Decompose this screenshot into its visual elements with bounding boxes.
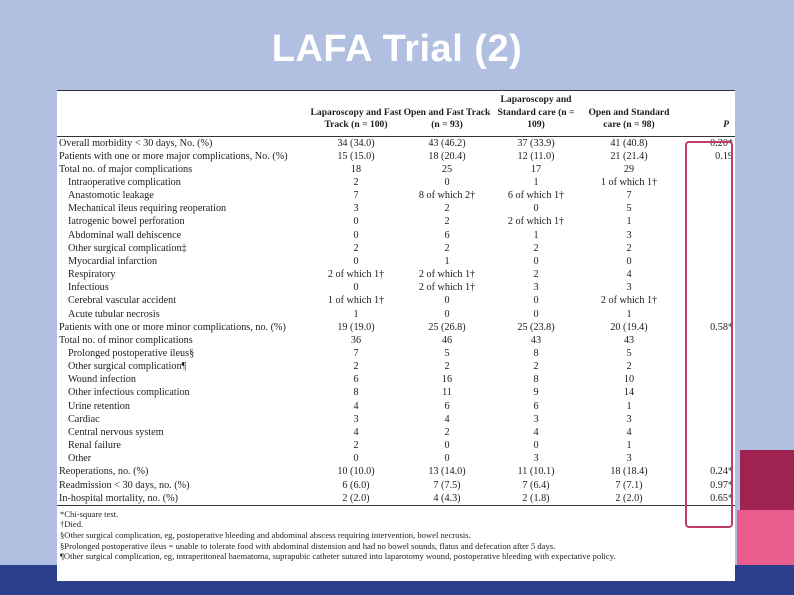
data-cell: 4 [444,413,450,425]
footnote: *Chi-square test. [60,508,119,519]
row-label: In-hospital mortality, no. (%) [57,492,309,506]
data-cell: 3 [533,453,539,465]
data-cell: 4 (4.3) [403,492,491,506]
row-label: Myocardial infarction [68,255,158,267]
table-row [57,242,735,255]
data-cell: 25 (26.8) [428,321,466,333]
data-cell: 37 (33.9) [517,137,555,149]
data-cell: 1 [626,400,632,412]
data-cell: 41 (40.8) [610,137,648,149]
data-cell: 0 [353,229,359,241]
data-cell: 29 [623,163,635,175]
table-row [57,439,735,452]
data-cell: 19 (19.0) [337,321,375,333]
row-label: Patients with one or more minor complications, no. (%) [59,321,286,333]
data-cell: 0 [533,308,539,320]
row-label: Reoperations, no. (%) [59,466,149,478]
row-label: Other infectious complication [68,387,190,399]
data-cell: 36 [350,334,362,346]
table-row [57,400,735,413]
table-row [57,136,735,150]
row-label: Infectious [68,282,109,294]
table-row [57,360,735,373]
data-cell: 10 [623,374,635,386]
table-header-row [57,91,735,136]
data-cell: 0 [444,295,450,307]
p-value-cell: 0.19 [715,150,733,162]
data-cell: 2 (2.0) [309,492,403,506]
data-cell: 6 [444,400,450,412]
data-cell: 4 [533,426,539,438]
data-cell: 1 [626,216,632,228]
table-row [57,255,735,268]
row-label: Abdominal wall dehiscence [68,229,182,241]
header-label-col [57,91,309,136]
row-label: Central nervous system [68,426,164,438]
header-group-4: Open and Standard care (n = 98) [581,91,677,136]
p-value-cell: 0.97* [710,479,733,491]
p-value-cell: 0.24* [710,466,733,478]
data-cell: 1 of which 1† [600,176,658,188]
header-group-3: Laparoscopy and Standard care (n = 109) [491,91,581,136]
data-cell: 5 [626,203,632,215]
p-value-cell: 0.65* [677,492,735,506]
table-row [57,189,735,202]
data-cell: 25 (23.8) [517,321,555,333]
data-cell: 13 (14.0) [428,466,466,478]
table-row [57,452,735,465]
data-cell: 3 [353,413,359,425]
footnote: ¶Other surgical complication, eg, intraperitoneal haematoma, suprapubic catheter sutured into laparotomy wound, postoperative bleeding with expectative policy. [60,551,616,562]
data-cell: 2 [533,242,539,254]
table-row [57,268,735,281]
complications-table [57,91,735,506]
data-cell: 43 [530,334,542,346]
table-row [57,150,735,163]
data-cell: 8 of which 2† [418,190,476,202]
data-cell: 7 [626,190,632,202]
table-footnotes [57,506,735,562]
data-cell: 2 [626,242,632,254]
data-cell: 6 [533,400,539,412]
data-cell: 20 (19.4) [610,321,648,333]
table-row [57,215,735,228]
data-cell: 7 (6.4) [522,479,550,491]
data-cell: 1 [626,440,632,452]
table-row [57,176,735,189]
data-cell: 1 [533,176,539,188]
data-cell: 43 (46.2) [428,137,466,149]
data-cell: 6 (6.0) [342,479,370,491]
data-cell: 2 (2.0) [581,492,677,506]
data-cell: 3 [533,282,539,294]
data-cell: 18 (18.4) [610,466,648,478]
row-label: Patients with one or more major complications, No. (%) [59,150,288,162]
data-cell: 2 [444,203,450,215]
data-cell: 0 [444,453,450,465]
row-label: Renal failure [68,440,121,452]
data-cell: 2 [444,216,450,228]
table-row [57,294,735,307]
data-cell: 1 [353,308,359,320]
data-cell: 18 [350,163,362,175]
table-row [57,373,735,386]
table-row [57,281,735,294]
data-cell: 2 [353,176,359,188]
row-label: Anastomotic leakage [68,190,154,202]
row-label: Other surgical complication‡ [68,242,187,254]
data-cell: 7 [353,348,359,359]
table-body [57,136,735,505]
data-cell: 1 [626,308,632,320]
data-cell: 17 [530,163,542,175]
data-cell: 9 [533,387,539,399]
table-row [57,492,735,506]
data-cell: 2 [533,269,539,281]
row-label: Other [68,453,92,465]
table-row [57,347,735,360]
data-cell: 2 of which 1† [600,295,658,307]
data-cell: 0 [353,255,359,267]
data-cell: 3 [626,282,632,294]
complications-table-image [57,90,735,581]
data-cell: 6 [353,374,359,386]
data-cell: 11 (10.1) [517,466,555,478]
row-label: Overall morbidity < 30 days, No. (%) [59,137,213,149]
decor-pink-block [737,510,794,568]
data-cell: 2 [444,361,450,373]
table-row [57,321,735,334]
data-cell: 12 (11.0) [517,150,555,162]
p-value-highlight-box [685,141,733,528]
row-label: Readmission < 30 days, no. (%) [59,479,190,491]
data-cell: 2 of which 1† [507,216,565,228]
row-label: Acute tubular necrosis [68,308,160,320]
data-cell: 3 [626,453,632,465]
data-cell: 0 [444,176,450,188]
data-cell: 2 [353,361,359,373]
data-cell: 1 [533,229,539,241]
data-cell: 0 [353,216,359,228]
data-cell: 8 [533,374,539,386]
table-row [57,413,735,426]
data-cell: 2 of which 1† [327,269,385,281]
data-cell: 5 [626,348,632,359]
table-row [57,202,735,215]
data-cell: 8 [533,348,539,359]
data-cell: 0 [353,282,359,294]
data-cell: 46 [441,334,453,346]
data-cell: 1 [444,255,450,267]
data-cell: 3 [626,413,632,425]
data-cell: 2 (1.8) [491,492,581,506]
data-cell: 1 of which 1† [327,295,385,307]
data-cell: 0 [444,308,450,320]
table-row [57,426,735,439]
row-label: Total no. of minor complications [59,334,193,346]
data-cell: 16 [441,374,453,386]
data-cell: 11 [442,387,452,399]
data-cell: 4 [353,400,359,412]
p-value-cell: 0.58* [710,321,733,333]
row-label: Mechanical ileus requiring reoperation [68,203,227,215]
table-row [57,465,735,478]
header-group-1: Laparoscopy and Fast Track (n = 100) [309,91,403,136]
data-cell: 0 [533,203,539,215]
data-cell: 2 [626,361,632,373]
data-cell: 3 [626,229,632,241]
table-row [57,163,735,176]
footnote: †Died. [60,519,84,530]
data-cell: 14 [623,387,635,399]
data-cell: 0 [533,255,539,267]
data-cell: 0 [626,255,632,267]
data-cell: 2 [533,361,539,373]
footnote: §Other surgical complication, eg, postoperative bleeding and abdominal abscess requiring intervention, bowel necrosis. [60,530,471,541]
data-cell: 3 [533,413,539,425]
data-cell: 25 [441,163,453,175]
data-cell: 0 [533,295,539,307]
row-label: Urine retention [68,400,130,412]
row-label: Wound infection [68,374,136,386]
data-cell: 34 (34.0) [337,137,375,149]
data-cell: 6 of which 1† [507,190,565,202]
data-cell: 10 (10.0) [337,466,375,478]
table-row [57,334,735,347]
data-cell: 8 [353,387,359,399]
data-cell: 6 [444,229,450,241]
data-cell: 2 [444,426,450,438]
data-cell: 0 [533,440,539,452]
header-p-value: P [677,91,735,136]
slide-title: LAFA Trial (2) [271,28,523,70]
row-label: Cerebral vascular accident [68,295,177,307]
table-row [57,386,735,399]
table-row [57,308,735,321]
data-cell: 7 [353,190,359,202]
data-cell: 43 [623,334,635,346]
data-cell: 7 (7.5) [433,479,461,491]
data-cell: 2 [353,242,359,254]
row-label: Other surgical complication¶ [68,361,187,373]
footnote: §Prolonged postoperative ileus = unable to tolerate food with abdominal distension and had no bowel sounds, flatus and defecation after 5 days. [60,540,556,551]
row-label: Intraoperative complication [68,176,181,188]
table-row [57,229,735,242]
row-label: Total no. of major complications [59,163,193,175]
header-group-2: Open and Fast Track (n = 93) [403,91,491,136]
data-cell: 2 [444,242,450,254]
data-cell: 0 [444,440,450,452]
data-cell: 4 [353,426,359,438]
row-label: Prolonged postoperative ileus§ [68,348,195,359]
data-cell: 4 [626,269,632,281]
data-cell: 0 [353,453,359,465]
row-label: Cardiac [68,413,100,425]
data-cell: 2 of which 1† [418,269,476,281]
row-label: Respiratory [68,269,116,281]
data-cell: 15 (15.0) [337,150,375,162]
data-cell: 18 (20.4) [428,150,466,162]
data-cell: 4 [626,426,632,438]
data-cell: 2 of which 1† [418,282,476,294]
data-cell: 2 [353,440,359,452]
row-label: Iatrogenic bowel perforation [68,216,185,228]
data-cell: 5 [444,348,450,359]
data-cell: 3 [353,203,359,215]
table-row [57,479,735,492]
data-cell: 21 (21.4) [610,150,648,162]
p-value-cell: 0.20* [710,137,733,149]
data-cell: 7 (7.1) [615,479,643,491]
